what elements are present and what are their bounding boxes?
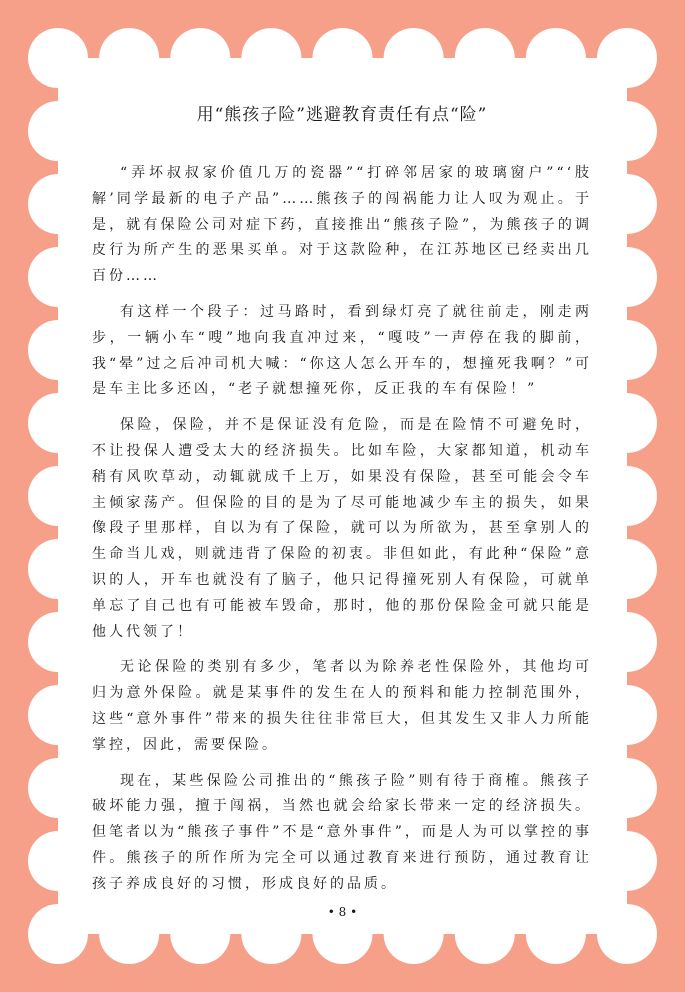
paragraph-5: 现在，某些保险公司推出的“熊孩子险”则有待于商榷。熊孩子破坏能力强，擅于闯祸，当然也就会给家长带来一定的经济损失。但笔者以为“熊孩子事件”不是“意外事件”，而是人为可以掌控的事件。熊孩子的所作所为完全可以通过教育来进行预防，通过教育让孩子养成良好的习惯，形成良好的品质。 bbox=[92, 772, 592, 892]
paragraph-3: 保险，保险，并不是保证没有危险，而是在险情不可避免时，不让投保人遭受太大的经济损失。比如车险，大家都知道，机动车稍有风吹草动，动辄就成千上万，如果没有保险，甚至可能会令车主倾家荡产。但保险的目的是为了尽可能地减少车主的损失，如果像段子里那样，自以为有了保险，就可以为所欲为，甚至拿别人的生命当儿戏，则就违背了保险的初衷。非但如此，有此种“保险”意识的人，开车也就没有了脑子，他只记得撞死别人有保险，可就单单忘了自己也有可能被车毁命，那时，他的那份保险金可就只能是他人代领了！ bbox=[92, 417, 592, 640]
article-body bbox=[92, 100, 592, 908]
paragraph-2: 有这样一个段子：过马路时，看到绿灯亮了就往前走，刚走两步，一辆小车“嗖”地向我直冲过来，“嘎吱”一声停在我的脚前，我“晕”过之后冲司机大喊：“你这人怎么开车的，想撞死我啊？”可是车主比多还凶，“老子就想撞死你，反正我的车有保险！” bbox=[92, 303, 592, 398]
article-title: 用“熊孩子险”逃避教育责任有点“险” bbox=[196, 105, 488, 125]
page-number: • 8 • bbox=[327, 905, 358, 919]
paragraph-1: “弄坏叔叔家价值几万的瓷器”“打碎邻居家的玻璃窗户”“‘肢解’同学最新的电子产品”……熊孩子的闯祸能力让人叹为观止。于是，就有保险公司对症下药，直接推出“熊孩子险”，为熊孩子的调皮行为所产生的恶果买单。对于这款险种，在江苏地区已经卖出几百份…… bbox=[92, 165, 592, 285]
paragraph-4: 无论保险的类别有多少，笔者以为除养老性保险外，其他均可归为意外保险。就是某事件的发生在人的预料和能力控制范围外，这些“意外事件”带来的损失往往非常巨大，但其发生又非人力所能掌控，因此，需要保险。 bbox=[92, 659, 592, 753]
